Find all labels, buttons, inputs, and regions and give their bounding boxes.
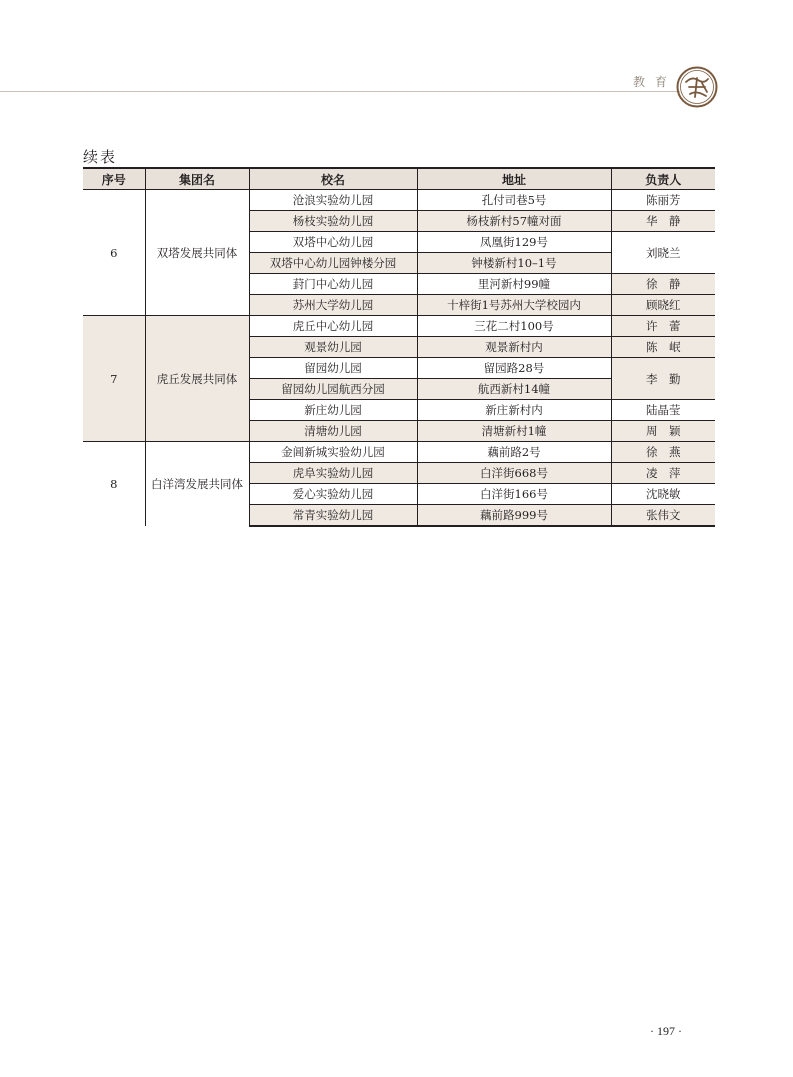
school-address: 清塘新村1幢	[417, 421, 611, 442]
person-name: 徐 静	[611, 274, 715, 295]
person-name: 陈 岷	[611, 337, 715, 358]
school-address: 新庄新村内	[417, 400, 611, 421]
school-address: 孔付司巷5号	[417, 190, 611, 211]
school-address: 杨枝新村57幢对面	[417, 211, 611, 232]
kindergarten-table	[83, 167, 715, 527]
column-header-no: 序号	[83, 168, 145, 190]
column-header-school: 校名	[249, 168, 417, 190]
school-name: 金阊新城实验幼儿园	[249, 442, 417, 463]
school-address: 白洋街166号	[417, 484, 611, 505]
person-name: 周 颖	[611, 421, 715, 442]
table-row	[83, 442, 715, 463]
seal-logo-icon	[676, 66, 718, 108]
person-name: 刘晓兰	[611, 232, 715, 274]
school-name: 双塔中心幼儿园钟楼分园	[249, 253, 417, 274]
person-name: 陆晶莹	[611, 400, 715, 421]
person-name: 华 静	[611, 211, 715, 232]
page-number: · 197 ·	[650, 1024, 682, 1038]
school-name: 爱心实验幼儿园	[249, 484, 417, 505]
school-address: 留园路28号	[417, 358, 611, 379]
person-name: 陈丽芳	[611, 190, 715, 211]
person-name: 许 蕾	[611, 316, 715, 337]
group-7	[83, 316, 715, 442]
person-name: 李 勤	[611, 358, 715, 400]
person-name: 顾晓红	[611, 295, 715, 316]
header-rule	[0, 91, 680, 92]
school-address: 白洋街668号	[417, 463, 611, 484]
school-name: 双塔中心幼儿园	[249, 232, 417, 253]
school-address: 钟楼新村10–1号	[417, 253, 611, 274]
school-address: 里河新村99幢	[417, 274, 611, 295]
school-address: 藕前路2号	[417, 442, 611, 463]
column-header-person: 负责人	[611, 168, 715, 190]
school-address: 凤凰街129号	[417, 232, 611, 253]
group-8	[83, 442, 715, 527]
group-6	[83, 190, 715, 316]
school-address: 十梓街1号苏州大学校园内	[417, 295, 611, 316]
school-name: 苏州大学幼儿园	[249, 295, 417, 316]
person-name: 徐 燕	[611, 442, 715, 463]
group-number: 8	[83, 442, 145, 527]
school-address: 三花二村100号	[417, 316, 611, 337]
school-name: 常青实验幼儿园	[249, 505, 417, 527]
school-name: 新庄幼儿园	[249, 400, 417, 421]
school-name: 观景幼儿园	[249, 337, 417, 358]
table-caption: 续表	[83, 148, 118, 166]
group-name: 白洋湾发展共同体	[145, 442, 249, 527]
person-name: 凌 萍	[611, 463, 715, 484]
school-name: 留园幼儿园	[249, 358, 417, 379]
column-header-group: 集团名	[145, 168, 249, 190]
school-name: 沧浪实验幼儿园	[249, 190, 417, 211]
table-header-row	[83, 168, 715, 190]
column-header-address: 地址	[417, 168, 611, 190]
school-name: 杨枝实验幼儿园	[249, 211, 417, 232]
table-row	[83, 190, 715, 211]
section-label: 教育	[633, 75, 678, 89]
school-name: 留园幼儿园航西分园	[249, 379, 417, 400]
table-row	[83, 316, 715, 337]
person-name: 张伟文	[611, 505, 715, 527]
school-name: 虎阜实验幼儿园	[249, 463, 417, 484]
school-name: 虎丘中心幼儿园	[249, 316, 417, 337]
school-address: 藕前路999号	[417, 505, 611, 527]
group-name: 虎丘发展共同体	[145, 316, 249, 442]
person-name: 沈晓敏	[611, 484, 715, 505]
school-name: 清塘幼儿园	[249, 421, 417, 442]
group-name: 双塔发展共同体	[145, 190, 249, 316]
group-number: 6	[83, 190, 145, 316]
group-number: 7	[83, 316, 145, 442]
school-name: 葑门中心幼儿园	[249, 274, 417, 295]
school-address: 航西新村14幢	[417, 379, 611, 400]
school-address: 观景新村内	[417, 337, 611, 358]
